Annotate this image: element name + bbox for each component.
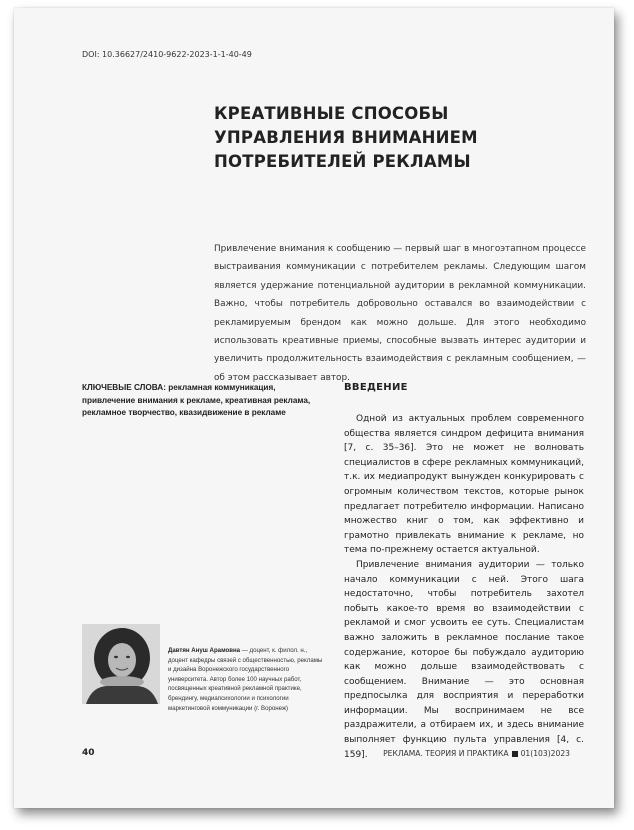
square-separator-icon — [512, 751, 518, 757]
author-info — [168, 646, 326, 713]
journal-page — [14, 8, 614, 808]
article-body — [344, 412, 584, 762]
footer-journal — [383, 749, 570, 758]
keywords-text: рекламная коммуникация, привлечение внимания к рекламе, креативная реклама, рекламное творчество, квазидвижение в рекламе — [82, 383, 311, 417]
author-name: Давтян Ануш Арамовна — [168, 647, 241, 654]
body-paragraph-1: Одной из актуальных проблем современного общества является синдром дефицита внимания [7, с. 35–36]. Это не может не волновать специалистов в сфере рекламных коммуникаций, т.к. их медиапродукт вынужден конкурировать с огромным количеством текстов, которые рынок предлагает потребителю информации. Написано множество книг о том, как эффективно и грамотно привлекать внимание к рекламе, но тема по-прежнему остается актуальной. — [344, 414, 584, 556]
author-photo — [82, 624, 160, 704]
article-title: КРЕАТИВНЫЕ СПОСОБЫ УПРАВЛЕНИЯ ВНИМАНИЕМ ПОТРЕБИТЕЛЕЙ РЕКЛАМЫ — [214, 104, 478, 171]
section-heading: ВВЕДЕНИЕ — [344, 382, 408, 393]
keywords-label: КЛЮЧЕВЫЕ СЛОВА: — [82, 383, 166, 392]
author-bio: — доцент, к. филол. н., доцент кафедры связей с общественностью, рекламы и дизайна Воронежского государственного университета. Автор более 100 научных работ, посвященных креативной рекламной практике, брендингу, медиапсихологии и психологии маркетинговой коммуникации (г. Воронеж) — [168, 647, 323, 712]
body-paragraph-2: Привлечение внимания аудитории — только начало коммуникации с ней. Этого шага недостаточно, чтобы потребитель захотел побыть какое-то время во взаимодействии с рекламой и смог усвоить ее суть. Специалистам важно заложить в рекламное послание такое содержание, которое бы побуждало аудиторию как можно дольше взаимодействовать с сообщением. Внимание — это основная предпосылка для восприятия и переработки информации. Мы воспринимаем не все раздражители, а отбираем их, и здесь внимание выполняет функцию пульта управления [4, с. 159]. — [344, 559, 584, 760]
article-abstract: Привлечение внимания к сообщению — первый шаг в многоэтапном процессе выстраивания коммуникации с потребителем рекламы. Следующим шагом является удержание потенциальной аудитории в рекламной коммуникации. Важно, чтобы потребитель добровольно оставался во взаимодействии с рекламируемым брендом как можно дольше. Для этого необходимо использовать креативные приемы, способные вызвать интерес аудитории и увеличить продолжительность взаимодействия с рекламным сообщением, — об этом рассказывает автор. — [214, 244, 586, 383]
journal-issue: 01(103)2023 — [520, 749, 570, 758]
doi-line: DOI: 10.36627/2410-9622-2023-1-1-40-49 — [82, 50, 252, 59]
journal-name: РЕКЛАМА. ТЕОРИЯ И ПРАКТИКА — [383, 749, 509, 758]
keywords-block — [82, 382, 326, 420]
page-number: 40 — [82, 748, 95, 758]
